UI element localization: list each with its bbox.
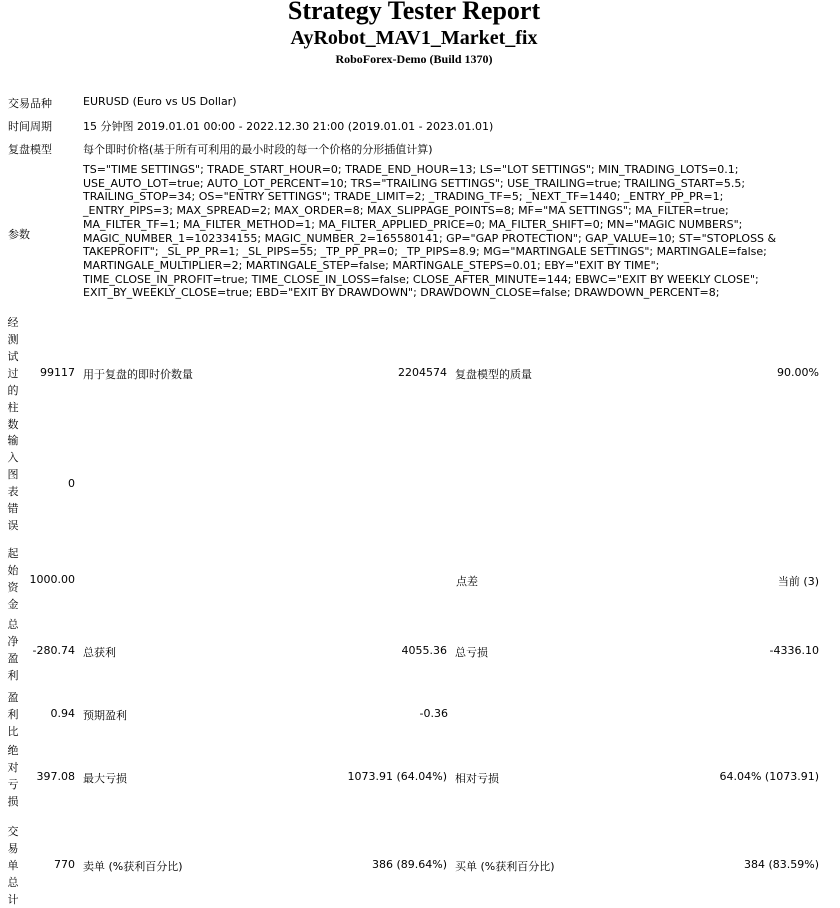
stat-label (4, 617, 22, 683)
stat-value-2: 1073.91 (64.04%) (347, 770, 447, 783)
stat-label-3: 复盘模型的质量 (455, 368, 532, 381)
stat-label-char: 比 (7, 724, 19, 738)
stat-label-char: 错 (7, 502, 19, 515)
stat-label-2: 最大亏损 (83, 772, 127, 785)
stat-label-char: 损 (7, 795, 19, 808)
stat-label-3: 买单 (%获利百分比) (455, 860, 555, 873)
stat-label-char: 资 (7, 581, 19, 594)
info-value: 每个即时价格(基于所有可利用的最小时段的每一个价格的分形插值计算) (83, 143, 433, 156)
stat-value-3: 当前 (3) (777, 575, 819, 588)
stat-label-2: 卖单 (%获利百分比) (83, 860, 183, 873)
stat-value-3: 64.04% (1073.91) (719, 770, 819, 783)
stat-label-char: 表 (7, 485, 19, 498)
stat-value: 1000.00 (29, 573, 75, 586)
stat-row-net-profit (0, 617, 840, 683)
stat-value: 0 (68, 477, 75, 490)
stat-label (4, 823, 22, 906)
stat-row-total-trades (0, 823, 840, 906)
stat-label-char: 绝 (7, 744, 19, 757)
info-value: EURUSD (Euro vs US Dollar) (83, 95, 237, 108)
stat-label-char: 金 (7, 598, 19, 611)
stat-row-deposit (0, 546, 840, 612)
stat-value-3: 90.00% (777, 366, 819, 379)
stat-label-2: 预期盈利 (83, 709, 127, 722)
stat-label-char: 图 (7, 468, 19, 481)
stat-value-3: -4336.10 (769, 644, 819, 657)
stat-label-char: 总 (7, 618, 19, 631)
stat-label-char: 盈 (7, 690, 19, 704)
stat-label-char: 总 (7, 876, 19, 889)
stat-label-char: 亏 (7, 778, 19, 791)
stat-label-char: 入 (7, 451, 19, 464)
stat-label-char: 误 (7, 519, 19, 532)
stat-row-profit-factor (0, 688, 840, 740)
stat-label-char: 起 (7, 547, 19, 560)
stat-row-errors (0, 435, 840, 531)
info-value: 15 分钟图 2019.01.01 00:00 - 2022.12.30 21:00 (2019.01.01 - 2023.01.01) (83, 120, 494, 133)
spread-label: 点差 (456, 575, 478, 588)
info-label: 复盘模型 (8, 143, 52, 156)
stat-value: 770 (54, 858, 75, 871)
stat-label (4, 688, 22, 740)
stat-label-char: 单 (7, 859, 19, 872)
stat-label-char: 交 (7, 825, 19, 838)
stat-value: 0.94 (50, 707, 75, 720)
stat-value: -280.74 (32, 644, 75, 657)
server-build: RoboForex-Demo (Build 1370) (335, 52, 493, 66)
stat-label-char: 盈 (7, 652, 19, 665)
stat-label-char: 计 (7, 893, 19, 906)
stat-label-3: 相对亏损 (455, 772, 499, 785)
stat-label-char: 的 (7, 384, 19, 397)
stat-row-bars (0, 318, 840, 429)
stat-value-2: -0.36 (419, 707, 448, 720)
stat-label-char: 净 (7, 635, 19, 648)
report-title: Strategy Tester Report (287, 0, 541, 25)
stat-value-2: 4055.36 (401, 644, 447, 657)
stat-label-char: 利 (7, 669, 19, 682)
stat-label-char: 输 (7, 434, 19, 447)
stat-row-drawdown (0, 743, 840, 809)
stat-label (4, 743, 22, 809)
stat-label-char: 数 (7, 418, 19, 431)
stat-label (4, 435, 22, 531)
stat-value: 397.08 (36, 770, 75, 783)
stat-label (4, 318, 22, 429)
stat-label-char: 利 (7, 707, 19, 721)
stat-label (4, 546, 22, 612)
stat-value: 99117 (40, 366, 75, 379)
params-value: TS="TIME SETTINGS"; TRADE_START_HOUR=0; TRADE_END_HOUR=13; LS="LOT SETTINGS"; MIN_TRADING_LOTS=0.1; USE_AUTO_LOT=true; AUTO_LOT_PERCENT=10; TRS="TRAILING SETTINGS"; USE_TRAILING=true; TRAILING_START=5.5; TRAILING_STOP=34; OS="ENTRY SETTINGS"; TRADE_LIMIT=2; _TRADING_TF=5; _NEXT_TF=1440; _ENTRY_PP_PR=1; _ENTRY_PIPS=3; MAX_SPREAD=2; MAX_ORDER=8; MAX_SLIPPAGE_POINTS=8; MF="MA SETTINGS"; MA_FILTER=true; MA_FILTER_TF=1; MA_FILTER_METHOD=1; MA_FILTER_APPLIED_PRICE=0; MA_FILTER_SHIFT=0; MN="MAGIC NUMBERS"; MAGIC_NUMBER_1=102334155; MAGIC_NUMBER_2=165580141; GP="GAP PROTECTION"; GAP_VALUE=10; ST="STOPLOSS & TAKEPROFIT"; _SL_PP_PR=1; _SL_PIPS=55; _TP_PP_PR=0; _TP_PIPS=8.9; MG="MARTINGALE SETTINGS"; MARTINGALE=false; MARTINGALE_MULTIPLIER=2; MARTINGALE_STEP=false; MARTINGALE_STEPS=0.01; EBY="EXIT BY TIME"; TIME_CLOSE_IN_PROFIT=true; TIME_CLOSE_IN_LOSS=false; CLOSE_AFTER_MINUTE=144; EBWC="EXIT BY WEEKLY CLOSE"; EXIT_BY_WEEKLY_CLOSE=true; EBD="EXIT BY DRAWDOWN"; DRAWDOWN_CLOSE=false; DRAWDOWN_PERCENT=8; (83, 163, 777, 300)
stat-label-3: 总亏损 (455, 646, 488, 659)
stat-label-char: 经 (7, 316, 19, 329)
stat-label-char: 测 (7, 333, 19, 346)
params-label: 参数 (8, 228, 30, 241)
stat-label-2: 用于复盘的即时价数量 (83, 368, 193, 381)
stat-value-3: 384 (83.59%) (743, 858, 819, 871)
stat-label-char: 过 (7, 367, 19, 380)
info-label: 交易品种 (8, 97, 52, 110)
stat-label-char: 对 (7, 761, 19, 774)
stat-label-char: 柱 (7, 401, 19, 414)
stat-label-char: 易 (7, 842, 19, 855)
robot-name: AyRobot_MAV1_Market_fix (290, 27, 538, 49)
stat-label-char: 始 (7, 564, 19, 577)
stat-value-2: 2204574 (398, 366, 447, 379)
stat-value-2: 386 (89.64%) (371, 858, 447, 871)
stat-label-char: 试 (7, 350, 19, 363)
stat-label-2: 总获利 (83, 646, 116, 659)
info-label: 时间周期 (8, 120, 52, 133)
